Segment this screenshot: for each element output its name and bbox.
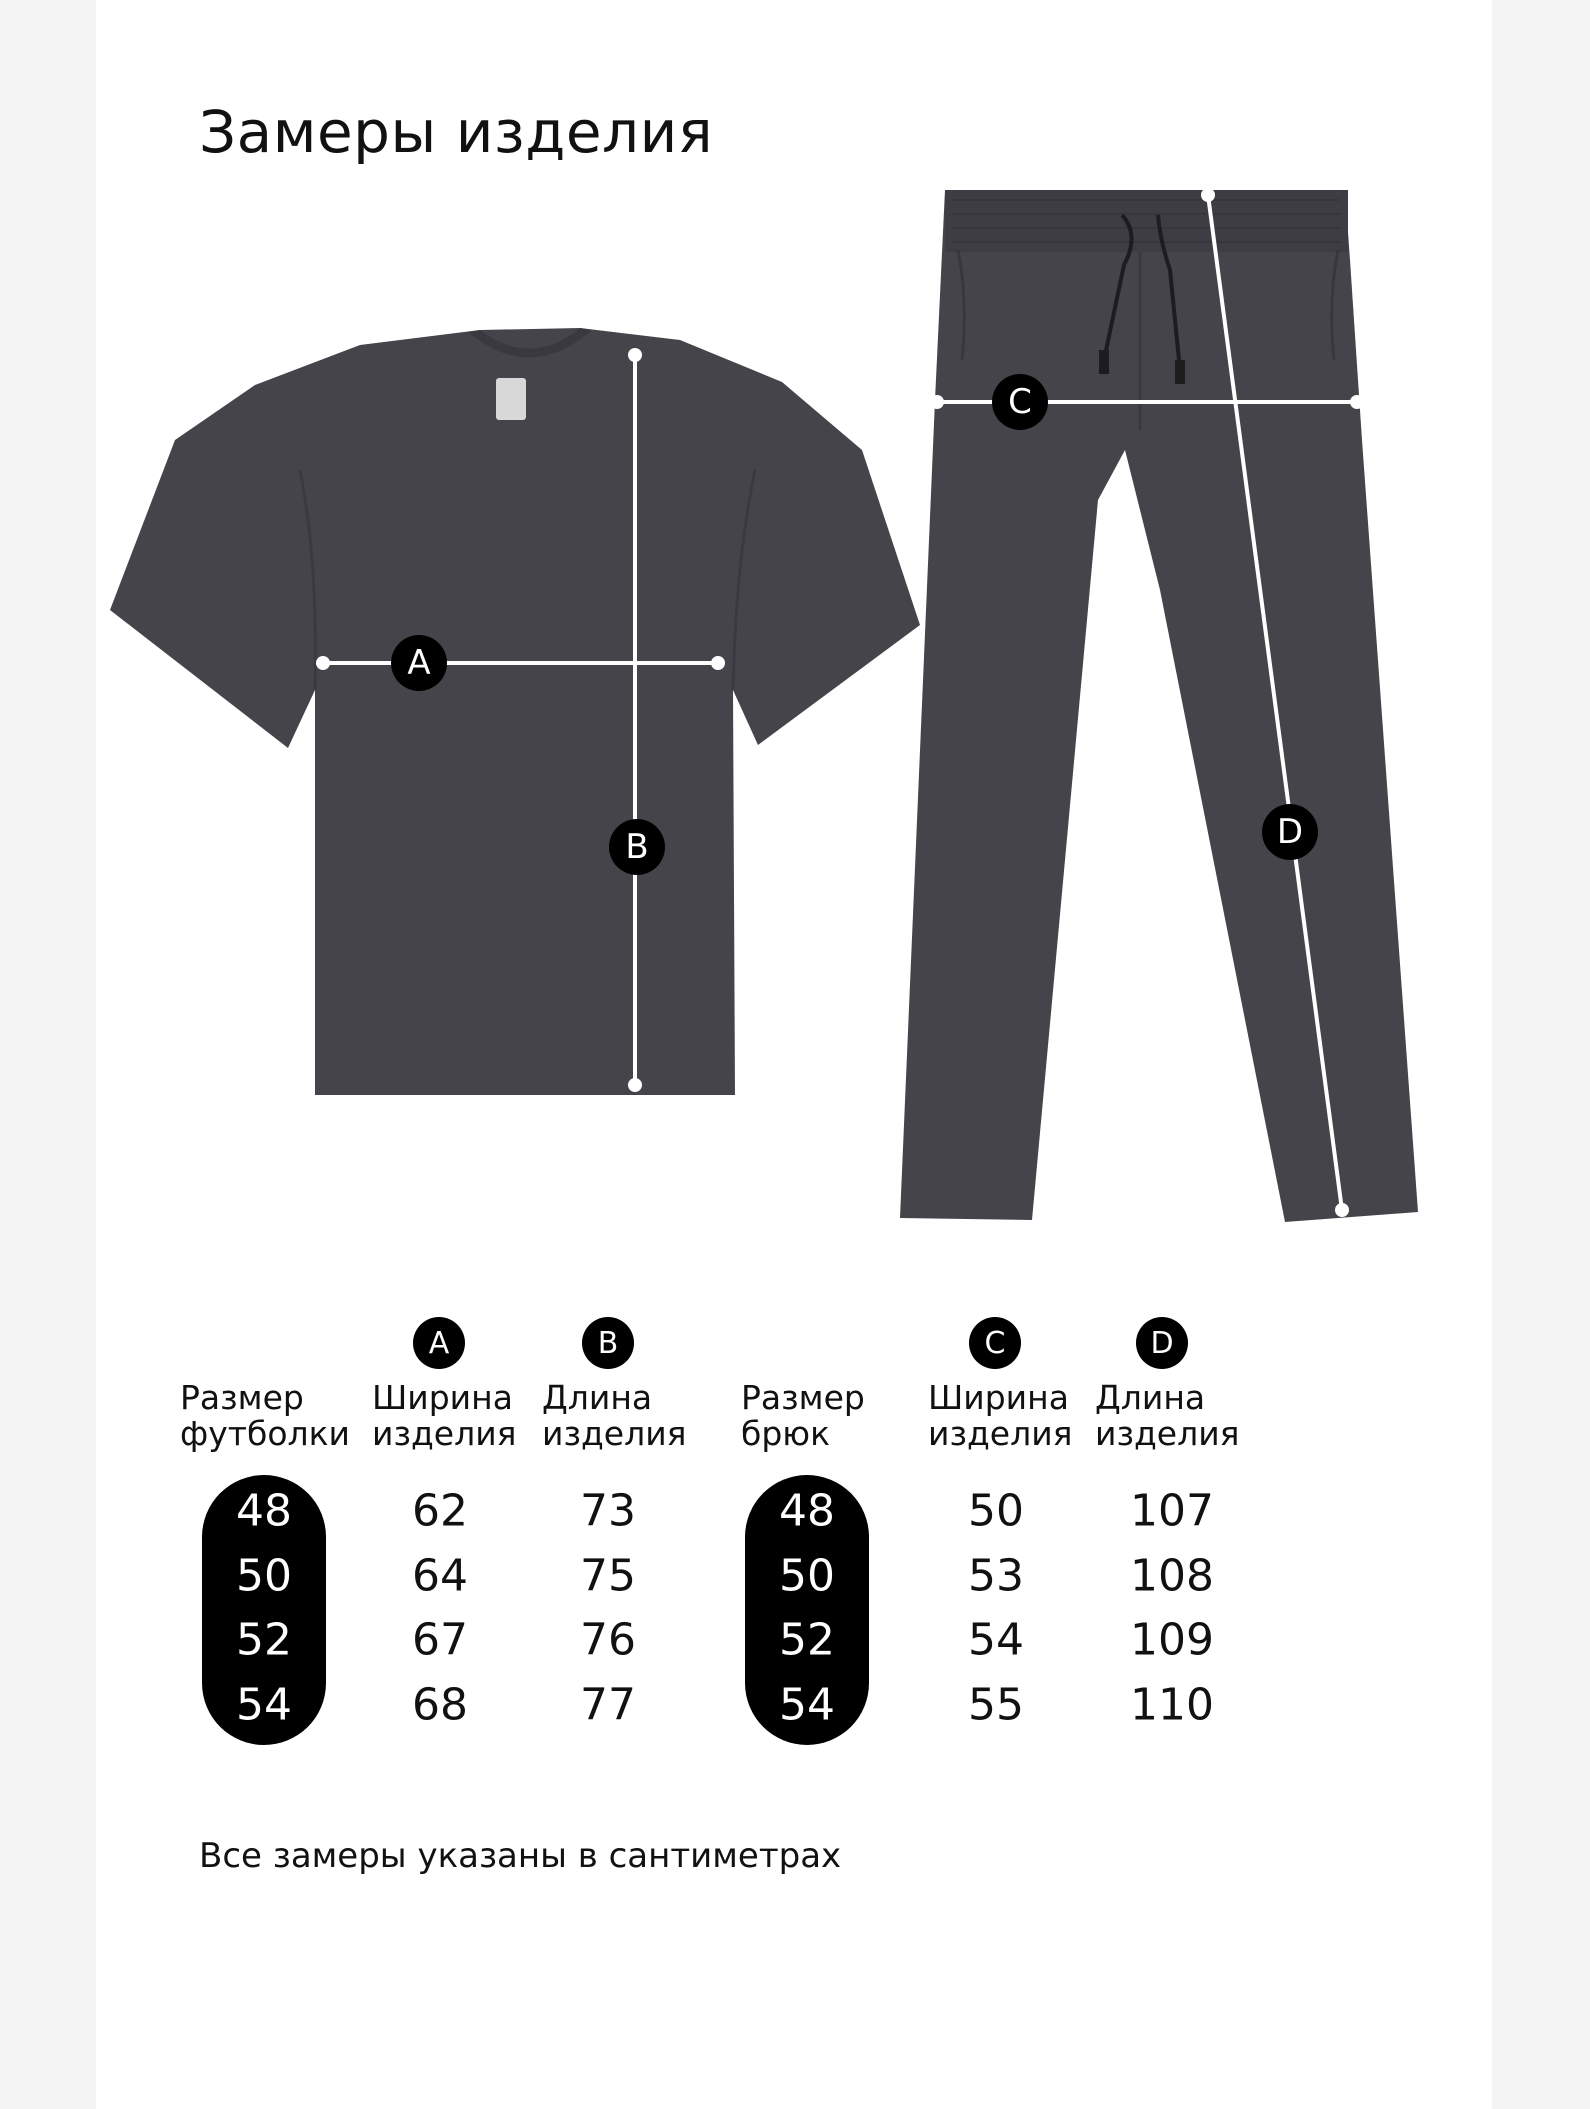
pants-size-header: Размер брюк bbox=[741, 1378, 865, 1453]
page-title: Замеры изделия bbox=[199, 98, 714, 166]
pants-size-cell: 52 bbox=[779, 1614, 835, 1666]
pants-size-cell: 48 bbox=[779, 1485, 835, 1537]
column-b-badge: B bbox=[582, 1317, 634, 1369]
tshirt-length-cell: 75 bbox=[580, 1550, 636, 1602]
units-footnote: Все замеры указаны в сантиметрах bbox=[199, 1836, 842, 1876]
tshirt-length-cell: 76 bbox=[580, 1614, 636, 1666]
label-tag-icon bbox=[496, 378, 526, 420]
pants-width-cell: 54 bbox=[968, 1614, 1024, 1666]
tshirt-width-cell: 62 bbox=[412, 1485, 468, 1537]
pants-length-header: Длина изделия bbox=[1095, 1378, 1240, 1453]
measure-d-badge: D bbox=[1262, 804, 1318, 860]
tshirt-width-header: Ширина изделия bbox=[372, 1378, 517, 1453]
tshirt-width-cell: 67 bbox=[412, 1614, 468, 1666]
pants-width-cell: 55 bbox=[968, 1679, 1024, 1731]
pants-length-cell: 108 bbox=[1130, 1550, 1214, 1602]
pants-length-cell: 110 bbox=[1130, 1679, 1214, 1731]
tshirt-size-cell: 48 bbox=[236, 1485, 292, 1537]
tshirt-width-cell: 64 bbox=[412, 1550, 468, 1602]
pants-image bbox=[900, 190, 1418, 1222]
column-a-badge: A bbox=[413, 1317, 465, 1369]
pants-width-header: Ширина изделия bbox=[928, 1378, 1073, 1453]
pants-length-cell: 109 bbox=[1130, 1614, 1214, 1666]
tshirt-width-cell: 68 bbox=[412, 1679, 468, 1731]
measure-c-badge: C bbox=[992, 374, 1048, 430]
pants-length-cell: 107 bbox=[1130, 1485, 1214, 1537]
measure-a-badge: A bbox=[391, 635, 447, 691]
tshirt-length-cell: 73 bbox=[580, 1485, 636, 1537]
measure-b-badge: B bbox=[609, 819, 665, 875]
tshirt-size-header: Размер футболки bbox=[180, 1378, 350, 1453]
pants-size-cell: 54 bbox=[779, 1679, 835, 1731]
column-d-badge: D bbox=[1136, 1317, 1188, 1369]
tshirt-length-cell: 77 bbox=[580, 1679, 636, 1731]
column-c-badge: C bbox=[969, 1317, 1021, 1369]
tshirt-size-cell: 54 bbox=[236, 1679, 292, 1731]
tshirt-length-header: Длина изделия bbox=[542, 1378, 687, 1453]
tshirt-image bbox=[110, 328, 920, 1095]
tshirt-size-cell: 52 bbox=[236, 1614, 292, 1666]
pants-size-cell: 50 bbox=[779, 1550, 835, 1602]
tshirt-size-cell: 50 bbox=[236, 1550, 292, 1602]
pants-width-cell: 53 bbox=[968, 1550, 1024, 1602]
pants-width-cell: 50 bbox=[968, 1485, 1024, 1537]
